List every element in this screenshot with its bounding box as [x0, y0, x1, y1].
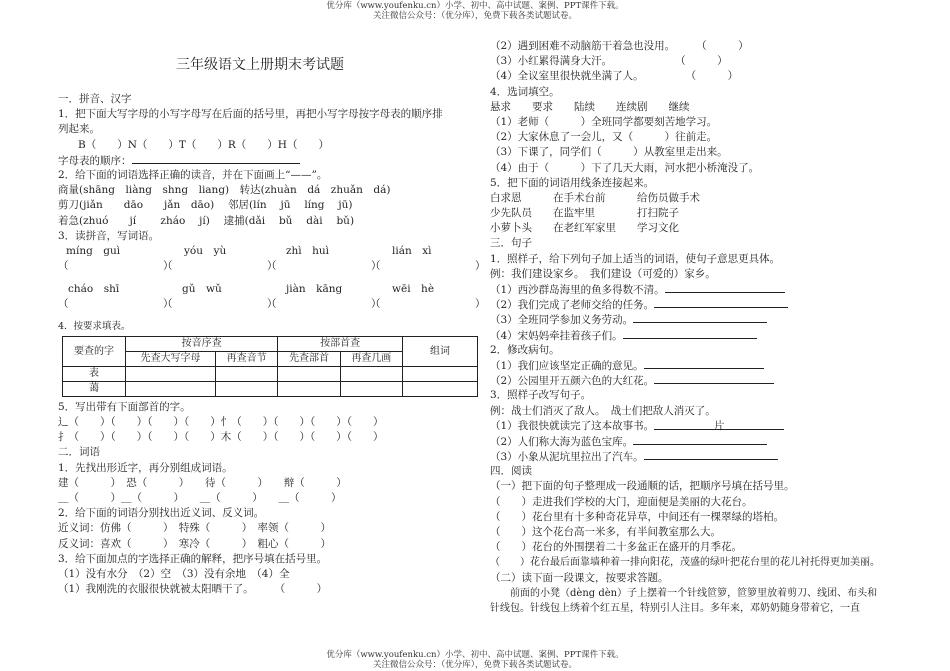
pinyin-row	[58, 282, 478, 297]
pinyin-item: yóu yù	[184, 244, 227, 257]
alphabet-order-line	[58, 153, 478, 168]
sentence-row: （3）小红累得满身大汗。 （ ）	[490, 55, 728, 68]
sentence-text: （1）我们应该坚定正确的意见。	[490, 359, 644, 372]
question-text: 2．修改病句。	[490, 343, 560, 356]
order-item: （ ）花台里有十多种奇花异草，中间还有一棵翠绿的塔柏。	[490, 510, 784, 523]
question-text: 4．选词填空。	[490, 85, 560, 98]
question-text: 1．把下面大写字母的小写字母写在后面的括号里，再把小写字母按字母表的顺序排	[58, 108, 443, 121]
word-row: 建（ ） 恐（ ） 待（ ） 辩（ ）	[58, 476, 347, 489]
table-cell[interactable]	[126, 381, 216, 396]
table-subheader: 再查几画	[340, 351, 402, 366]
table-header: 组词	[403, 336, 478, 366]
table-cell: 表	[63, 366, 126, 381]
order-item: （ ）这个花台高一米多，有半间教室那么大。	[490, 526, 721, 538]
question-text: 5．写出带有下面部首的字。	[58, 400, 191, 413]
right-column	[490, 39, 920, 616]
table-row	[63, 381, 478, 396]
sentence-line	[490, 312, 920, 327]
section-heading: 四．阅读	[490, 465, 532, 478]
sentence-line	[490, 434, 920, 449]
order-item: （ ）花台的外围摆着二十多盆正在盛开的月季花。	[490, 541, 742, 554]
fill-sentence: （1）老师（ ）全班同学都要刻苦地学习。	[490, 115, 718, 128]
answer-blank[interactable]	[654, 373, 774, 384]
sentence-text: （4）宋妈妈牵挂着孩子们。	[490, 329, 623, 342]
word-row: 近义词：仿佛（ ） 特殊（ ） 率领（ ）	[58, 522, 331, 535]
answer-paren[interactable]: （ ）	[58, 298, 174, 311]
section-heading: 三．句子	[490, 237, 532, 250]
table-cell[interactable]	[403, 381, 478, 396]
question-text: （一）把下面的句子整理成一段通顺的话，把顺序号填在括号里。	[490, 480, 795, 493]
sentence-text: （3）全班同学参加义务劳动。	[490, 314, 634, 327]
table-cell[interactable]	[126, 366, 216, 381]
table-header: 要查的字	[63, 336, 126, 366]
answer-paren[interactable]: （ ）	[370, 298, 486, 311]
answer-blank[interactable]	[623, 328, 757, 339]
pinyin-item: wēi hè	[392, 283, 435, 296]
sentence-text: （3）小象从泥坑里拉出了汽车。	[490, 451, 644, 464]
blank-note: 片	[713, 419, 725, 432]
answer-paren[interactable]: （ ）	[58, 260, 174, 273]
answer-paren[interactable]: （ ）	[162, 260, 278, 273]
order-item: （ ）花台最后面靠墙种着一排向阳花，茂盛的绿叶把花台里的花儿衬托得更加美丽。	[490, 557, 880, 569]
sentence-text: （2）我们完成了老师交给的任务。	[490, 299, 655, 312]
pinyin-item: jiàn kāng	[286, 283, 343, 296]
sentence-line	[490, 419, 920, 434]
answer-paren[interactable]: （ ）	[266, 260, 382, 273]
answer-paren[interactable]: （ ）	[162, 298, 278, 311]
answer-paren[interactable]: （ ）	[266, 298, 382, 311]
table-cell[interactable]	[216, 381, 278, 396]
pinyin-item: gǔ wǔ	[182, 283, 222, 296]
answer-paren-row	[58, 297, 486, 312]
answer-blank[interactable]	[644, 358, 764, 369]
passage-line: 针线包。针线包上绣着个红五星，特别引人注目。多年来，邓奶奶随身带着它，一直	[490, 602, 860, 614]
passage-line: 前面的小凳（dèng dèn）子上摆着一个针线笸箩，笸箩里放着剪刀、线团、布头和	[490, 587, 878, 599]
sentence-text: （1）我很快就读完了这本故事书。	[490, 419, 655, 432]
match-row: 少先队员 在监牢里 打扫院子	[490, 207, 679, 220]
sentence-line	[490, 282, 920, 297]
example-text: 例：我们建设家乡。 我们建设（可爱的）家乡。	[490, 267, 716, 280]
radical-row: 扌（ ）（ ）（ ）（ ）木（ ）（ ）（ ）（ ）	[58, 431, 384, 444]
answer-paren-row	[58, 259, 486, 274]
left-column	[58, 92, 486, 597]
question-text: 3．照样子改写句子。	[490, 389, 592, 402]
sentence-text: （2）人们称大海为蓝色宝库。	[490, 435, 634, 448]
match-row: 小萝卜头 在老红军家里 学习文化	[490, 222, 679, 235]
table-subheader: 先查大写字母	[126, 351, 216, 366]
example-text: 例：战士们消灭了敌人。 战士们把敌人消灭了。	[490, 404, 716, 417]
question-text: 5．把下面的词语用线条连接起来。	[490, 176, 655, 189]
answer-blank[interactable]	[633, 312, 767, 323]
sentence-line	[490, 373, 920, 388]
table-cell[interactable]	[340, 366, 402, 381]
answer-blank[interactable]	[132, 153, 300, 164]
table-header: 按音序查	[126, 336, 278, 351]
sentence-row: （1）我刚洗的衣服很快就被太阳晒干了。 （ ）	[58, 583, 328, 596]
radical-row: 辶（ ）（ ）（ ）（ ）忄（ ）（ ）（ ）（ ）	[58, 416, 384, 428]
section-heading: 一．拼音、汉字	[58, 93, 132, 105]
question-text: 1．照样子，给下列句子加上适当的词语，使句子意思更具体。	[490, 252, 781, 265]
table-row	[63, 366, 478, 381]
question-text: （二）读下面一段课文，按要求答题。	[490, 571, 669, 584]
order-item: （ ）走进我们学校的大门，迎面便是美丽的大花台。	[490, 495, 753, 508]
sentence-row: （2）遇到困难不动脑筋干着急也没用。 （ ）	[490, 40, 749, 52]
pinyin-item: lián xì	[392, 244, 432, 257]
sentence-text: （1）西沙群岛海里的鱼多得数不清。	[490, 284, 665, 296]
fill-sentence: （3）下课了，同学们（ ）从教室里走出来。	[490, 146, 728, 159]
pinyin-item: míng guì	[66, 244, 121, 257]
table-cell[interactable]	[278, 366, 340, 381]
table-subheader: 再查音节	[216, 351, 278, 366]
question-text: 1．先找出形近字，再分别组成词语。	[58, 461, 233, 474]
sentence-line	[490, 328, 920, 343]
pinyin-row	[58, 244, 478, 259]
question-text: 3．给下面加点的字选择正确的解释，把序号填在括号里。	[58, 552, 328, 565]
sentence-row: （4）全议室里很快就坐满了人。 （ ）	[490, 70, 739, 83]
pronunciation-row: 着急(zhuó jí zháo jí) 逮捕(dǎi bǔ dài bǔ)	[58, 214, 355, 227]
sentence-line	[490, 449, 920, 464]
question-text: 3．读拼音，写词语。	[58, 229, 160, 242]
alphabet-order-label: 字母表的顺序：	[58, 154, 132, 167]
table-header: 按部首查	[278, 336, 403, 351]
word-row: 反义词：喜欢（ ） 寒冷（ ） 粗心（ ）	[58, 537, 331, 550]
table-cell[interactable]	[340, 381, 402, 396]
page-title: 三年级语文上册期末考试题	[176, 57, 344, 73]
footer-line-2: 关注微信公众号：（优分库），免费下载各类试题试卷。	[372, 660, 577, 670]
table-cell[interactable]	[278, 381, 340, 396]
match-row: 白求恩 在手术台前 给伤员做手术	[490, 191, 700, 204]
table-cell: 蔼	[63, 381, 126, 396]
question-text: 列起来。	[58, 123, 100, 136]
answer-blank[interactable]	[633, 434, 767, 445]
word-row: ＿（ ）＿（ ） ＿（ ） ＿（ ）	[58, 491, 342, 504]
question-text: 2．给下面的词语分别找出近义词、反义词。	[58, 507, 265, 520]
pronunciation-row: 商量(shāng liàng shng liang) 转达(zhuàn dá zhuǎn dá)	[58, 184, 391, 197]
header-line-2: 关注微信公众号：（优分库），免费下载各类试题试卷。	[372, 11, 577, 21]
header-line-1: 优分库（www.youfenku.cn）小学、初中、高中试题、案例、PPT课件下载。	[326, 1, 624, 11]
footer-line-1: 优分库（www.youfenku.cn）小学、初中、高中试题、案例、PPT课件下载。	[326, 650, 624, 660]
answer-paren[interactable]: （ ）	[370, 260, 486, 273]
table-cell[interactable]	[403, 366, 478, 381]
answer-blank[interactable]	[644, 449, 778, 460]
section-heading: 二．词语	[58, 446, 100, 459]
table-cell[interactable]	[216, 366, 278, 381]
pronunciation-row: 剪刀(jiǎn dāo jǎn dāo) 邻居(lín jū líng jū)	[58, 199, 353, 212]
word-bank: 悬求 要求 陆续 连续剧 继续	[490, 100, 690, 113]
sentence-line	[490, 297, 920, 312]
lookup-table	[62, 336, 478, 397]
sentence-text: （2）公园里开五颜六色的大红花。	[490, 375, 655, 388]
answer-blank[interactable]	[665, 282, 785, 293]
answer-blank[interactable]	[654, 419, 784, 430]
fill-sentence: （2）大家休息了一会儿，又（ ）往前走。	[490, 131, 718, 144]
sentence-line	[490, 358, 920, 373]
question-text: 2．给下面的词语选择正确的读音，并在下面画上“——”。	[58, 168, 328, 181]
fill-sentence: （4）由于（ ）下了几天大雨，河水把小桥淹没了。	[490, 161, 760, 174]
option-row: （1）没有水分 （2）空 （3）没有余地 （4）全	[58, 567, 290, 580]
pinyin-item: zhì huì	[286, 244, 330, 257]
answer-blank[interactable]	[654, 297, 788, 308]
question-text: 4．按要求填表。	[58, 320, 131, 332]
letter-row: B（ ）N（ ）T（ ）R（ ）H（ ）	[78, 138, 329, 151]
table-subheader: 先查部首	[278, 351, 340, 366]
pinyin-item: cháo shī	[68, 283, 120, 296]
